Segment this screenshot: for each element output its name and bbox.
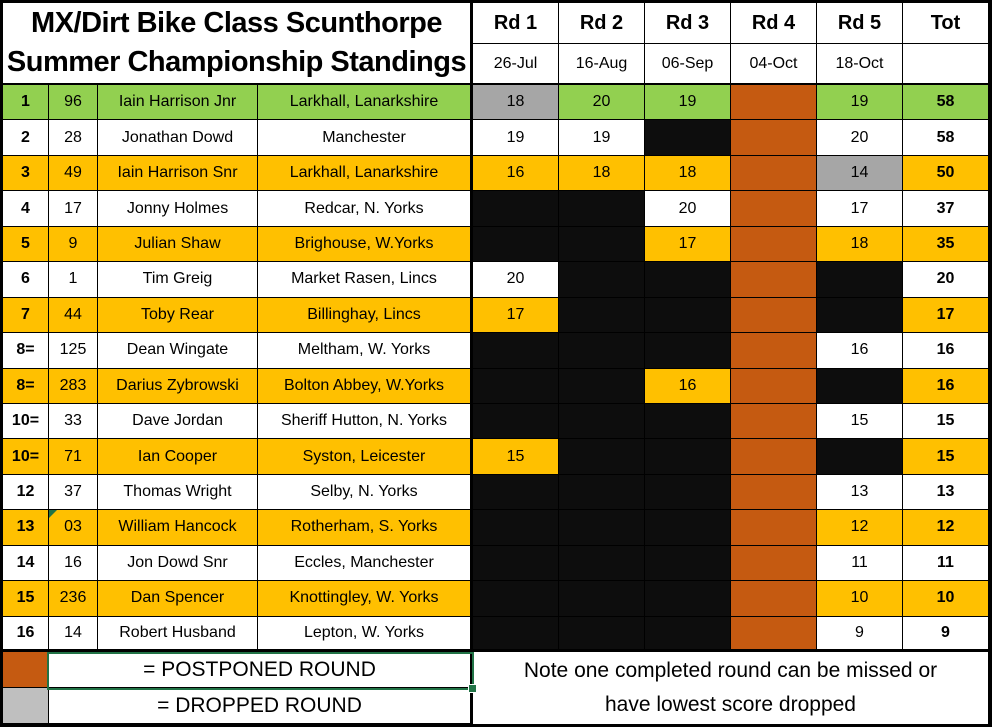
score-cell-rd1[interactable] — [473, 581, 559, 616]
total-cell[interactable]: 16 — [903, 333, 989, 368]
score-cell-rd3[interactable] — [645, 404, 731, 439]
rider-number-cell[interactable]: 03 — [49, 510, 98, 545]
date-tot[interactable] — [903, 44, 989, 85]
score-cell-rd2[interactable] — [559, 262, 645, 297]
note-text[interactable] — [473, 652, 989, 724]
score-cell-rd3[interactable] — [645, 581, 731, 616]
score-cell-rd2[interactable] — [559, 298, 645, 333]
rank-cell[interactable]: 3 — [3, 156, 49, 191]
score-cell-rd4[interactable] — [731, 333, 817, 368]
rider-location-cell[interactable]: Knottingley, W. Yorks — [258, 581, 473, 616]
rider-location-cell[interactable]: Manchester — [258, 120, 473, 155]
score-cell-rd3[interactable] — [645, 546, 731, 581]
rank-cell[interactable]: 10= — [3, 404, 49, 439]
rank-cell[interactable]: 16 — [3, 617, 49, 652]
score-cell-rd5[interactable]: 11 — [817, 546, 903, 581]
rider-name-cell[interactable]: Tim Greig — [98, 262, 258, 297]
rider-name-cell[interactable]: Iain Harrison Jnr — [98, 85, 258, 120]
score-cell-rd2[interactable] — [559, 191, 645, 226]
rider-location-cell[interactable]: Billinghay, Lincs — [258, 298, 473, 333]
score-cell-rd3[interactable]: 18 — [645, 156, 731, 191]
score-cell-rd4[interactable] — [731, 262, 817, 297]
dropped-legend-label[interactable]: = DROPPED ROUND — [49, 688, 473, 724]
rank-cell[interactable]: 10= — [3, 439, 49, 474]
score-cell-rd5[interactable] — [817, 439, 903, 474]
score-cell-rd2[interactable] — [559, 439, 645, 474]
col-header-rd4[interactable]: Rd 4 — [731, 3, 817, 44]
score-cell-rd2[interactable] — [559, 369, 645, 404]
total-cell[interactable]: 35 — [903, 227, 989, 262]
score-cell-rd5[interactable]: 20 — [817, 120, 903, 155]
score-cell-rd4[interactable] — [731, 546, 817, 581]
score-cell-rd5[interactable]: 14 — [817, 156, 903, 191]
rider-name-cell[interactable]: Jonny Holmes — [98, 191, 258, 226]
rank-cell[interactable]: 4 — [3, 191, 49, 226]
rank-cell[interactable]: 6 — [3, 262, 49, 297]
score-cell-rd1[interactable] — [473, 510, 559, 545]
date-rd1[interactable]: 26-Jul — [473, 44, 559, 85]
rider-name-cell[interactable]: Thomas Wright — [98, 475, 258, 510]
rider-number-cell[interactable]: 71 — [49, 439, 98, 474]
note-line2: have lowest score dropped — [605, 693, 856, 716]
score-cell-rd4[interactable] — [731, 617, 817, 652]
score-cell-rd3[interactable]: 19 — [645, 85, 731, 120]
rider-location-cell[interactable]: Market Rasen, Lincs — [258, 262, 473, 297]
score-cell-rd4[interactable] — [731, 510, 817, 545]
score-cell-rd1[interactable]: 18 — [473, 85, 559, 120]
rider-location-cell[interactable]: Meltham, W. Yorks — [258, 333, 473, 368]
rider-location-cell[interactable]: Larkhall, Lanarkshire — [258, 156, 473, 191]
rank-cell[interactable]: 2 — [3, 120, 49, 155]
score-cell-rd1[interactable] — [473, 369, 559, 404]
score-cell-rd3[interactable]: 16 — [645, 369, 731, 404]
score-cell-rd3[interactable] — [645, 333, 731, 368]
score-cell-rd2[interactable] — [559, 581, 645, 616]
score-cell-rd5[interactable]: 9 — [817, 617, 903, 652]
score-cell-rd3[interactable] — [645, 475, 731, 510]
score-cell-rd4[interactable] — [731, 191, 817, 226]
col-header-rd5[interactable]: Rd 5 — [817, 3, 903, 44]
rider-name-cell[interactable]: Julian Shaw — [98, 227, 258, 262]
rider-location-cell[interactable]: Larkhall, Lanarkshire — [258, 85, 473, 120]
score-cell-rd1[interactable] — [473, 191, 559, 226]
fill-handle[interactable] — [468, 684, 477, 693]
rider-name-cell[interactable]: Ian Cooper — [98, 439, 258, 474]
total-cell[interactable]: 15 — [903, 439, 989, 474]
score-cell-rd3[interactable]: 20 — [645, 191, 731, 226]
score-cell-rd5[interactable] — [817, 369, 903, 404]
rank-cell[interactable]: 5 — [3, 227, 49, 262]
score-cell-rd4[interactable] — [731, 298, 817, 333]
score-cell-rd5[interactable]: 18 — [817, 227, 903, 262]
col-header-tot[interactable]: Tot — [903, 3, 989, 44]
rider-location-cell[interactable]: Sheriff Hutton, N. Yorks — [258, 404, 473, 439]
score-cell-rd1[interactable]: 17 — [473, 298, 559, 333]
score-cell-rd1[interactable]: 15 — [473, 439, 559, 474]
score-cell-rd4[interactable] — [731, 439, 817, 474]
rider-number-cell[interactable]: 33 — [49, 404, 98, 439]
rider-location-cell[interactable]: Selby, N. Yorks — [258, 475, 473, 510]
score-cell-rd4[interactable] — [731, 404, 817, 439]
score-cell-rd2[interactable]: 18 — [559, 156, 645, 191]
score-cell-rd1[interactable] — [473, 404, 559, 439]
date-rd2[interactable]: 16-Aug — [559, 44, 645, 85]
rank-cell[interactable]: 7 — [3, 298, 49, 333]
score-cell-rd1[interactable]: 16 — [473, 156, 559, 191]
score-cell-rd5[interactable]: 13 — [817, 475, 903, 510]
rank-cell[interactable]: 8= — [3, 369, 49, 404]
score-cell-rd4[interactable] — [731, 156, 817, 191]
score-cell-rd1[interactable] — [473, 546, 559, 581]
rider-number-cell[interactable]: 236 — [49, 581, 98, 616]
score-cell-rd2[interactable] — [559, 475, 645, 510]
score-cell-rd3[interactable] — [645, 298, 731, 333]
rider-location-cell[interactable]: Brighouse, W.Yorks — [258, 227, 473, 262]
rank-cell[interactable]: 13 — [3, 510, 49, 545]
rider-number-cell[interactable]: 17 — [49, 191, 98, 226]
rank-cell[interactable]: 1 — [3, 85, 49, 120]
rider-name-cell[interactable]: Dean Wingate — [98, 333, 258, 368]
total-cell[interactable]: 15 — [903, 404, 989, 439]
cell-selection-border — [47, 652, 474, 690]
score-cell-rd4[interactable] — [731, 120, 817, 155]
score-cell-rd2[interactable] — [559, 404, 645, 439]
score-cell-rd1[interactable] — [473, 333, 559, 368]
col-header-rd2[interactable]: Rd 2 — [559, 3, 645, 44]
score-cell-rd5[interactable]: 10 — [817, 581, 903, 616]
rider-number-cell[interactable]: 16 — [49, 546, 98, 581]
score-cell-rd5[interactable]: 19 — [817, 85, 903, 120]
rider-location-cell[interactable]: Lepton, W. Yorks — [258, 617, 473, 652]
score-cell-rd4[interactable] — [731, 475, 817, 510]
rider-name-cell[interactable]: William Hancock — [98, 510, 258, 545]
rider-location-cell[interactable]: Syston, Leicester — [258, 439, 473, 474]
score-cell-rd1[interactable] — [473, 475, 559, 510]
score-cell-rd3[interactable] — [645, 120, 731, 155]
dropped-color-swatch[interactable] — [3, 688, 49, 724]
total-cell[interactable]: 9 — [903, 617, 989, 652]
rider-number-cell[interactable]: 49 — [49, 156, 98, 191]
score-cell-rd4[interactable] — [731, 581, 817, 616]
rider-number-cell[interactable]: 37 — [49, 475, 98, 510]
rider-number-cell[interactable]: 1 — [49, 262, 98, 297]
score-cell-rd5[interactable] — [817, 298, 903, 333]
total-cell[interactable]: 11 — [903, 546, 989, 581]
date-rd4[interactable]: 04-Oct — [731, 44, 817, 85]
score-cell-rd3[interactable] — [645, 510, 731, 545]
score-cell-rd5[interactable] — [817, 262, 903, 297]
rider-name-cell[interactable]: Dave Jordan — [98, 404, 258, 439]
rider-name-cell[interactable]: Dan Spencer — [98, 581, 258, 616]
postponed-color-swatch[interactable] — [3, 652, 49, 688]
score-cell-rd2[interactable]: 19 — [559, 120, 645, 155]
date-rd5[interactable]: 18-Oct — [817, 44, 903, 85]
total-cell[interactable]: 58 — [903, 85, 989, 120]
postponed-legend-label[interactable]: = POSTPONED ROUND — [49, 652, 473, 688]
score-cell-rd5[interactable]: 16 — [817, 333, 903, 368]
score-cell-rd4[interactable] — [731, 369, 817, 404]
score-cell-rd1[interactable]: 19 — [473, 120, 559, 155]
page-title-line1: MX/Dirt Bike Class Scunthorpe — [31, 7, 442, 39]
score-cell-rd4[interactable] — [731, 85, 817, 120]
score-cell-rd1[interactable] — [473, 227, 559, 262]
total-cell[interactable]: 13 — [903, 475, 989, 510]
score-cell-rd5[interactable]: 12 — [817, 510, 903, 545]
score-cell-rd1[interactable]: 20 — [473, 262, 559, 297]
score-cell-rd5[interactable]: 15 — [817, 404, 903, 439]
page-title-line2: Summer Championship Standings — [6, 46, 467, 78]
total-cell[interactable]: 20 — [903, 262, 989, 297]
rider-location-cell[interactable]: Eccles, Manchester — [258, 546, 473, 581]
rider-number-cell[interactable]: 96 — [49, 85, 98, 120]
rider-location-cell[interactable]: Rotherham, S. Yorks — [258, 510, 473, 545]
rider-number-cell[interactable]: 283 — [49, 369, 98, 404]
score-cell-rd3[interactable] — [645, 262, 731, 297]
rank-cell[interactable]: 14 — [3, 546, 49, 581]
score-cell-rd2[interactable] — [559, 617, 645, 652]
total-cell[interactable]: 17 — [903, 298, 989, 333]
score-cell-rd3[interactable] — [645, 617, 731, 652]
date-rd3[interactable]: 06-Sep — [645, 44, 731, 85]
rider-name-cell[interactable]: Toby Rear — [98, 298, 258, 333]
rank-cell[interactable]: 8= — [3, 333, 49, 368]
note-line1: Note one completed round can be missed or — [523, 659, 938, 682]
total-cell[interactable]: 50 — [903, 156, 989, 191]
rider-number-cell[interactable]: 44 — [49, 298, 98, 333]
rider-name-cell[interactable]: Darius Zybrowski — [98, 369, 258, 404]
rider-name-cell[interactable]: Robert Husband — [98, 617, 258, 652]
rider-name-cell[interactable]: Jonathan Dowd — [98, 120, 258, 155]
col-header-rd1[interactable]: Rd 1 — [473, 3, 559, 44]
col-header-rd3[interactable]: Rd 3 — [645, 3, 731, 44]
score-cell-rd2[interactable] — [559, 333, 645, 368]
rider-number-cell[interactable]: 125 — [49, 333, 98, 368]
score-cell-rd5[interactable]: 17 — [817, 191, 903, 226]
total-cell[interactable]: 58 — [903, 120, 989, 155]
rider-number-cell[interactable]: 9 — [49, 227, 98, 262]
rider-name-cell[interactable]: Jon Dowd Snr — [98, 546, 258, 581]
total-cell[interactable]: 12 — [903, 510, 989, 545]
score-cell-rd2[interactable] — [559, 227, 645, 262]
score-cell-rd2[interactable] — [559, 546, 645, 581]
score-cell-rd2[interactable] — [559, 510, 645, 545]
rank-cell[interactable]: 12 — [3, 475, 49, 510]
total-cell[interactable]: 37 — [903, 191, 989, 226]
rider-location-cell[interactable]: Bolton Abbey, W.Yorks — [258, 369, 473, 404]
total-cell[interactable]: 10 — [903, 581, 989, 616]
rider-number-cell[interactable]: 28 — [49, 120, 98, 155]
rider-name-cell[interactable]: Iain Harrison Snr — [98, 156, 258, 191]
rider-number-cell[interactable]: 14 — [49, 617, 98, 652]
rider-location-cell[interactable]: Redcar, N. Yorks — [258, 191, 473, 226]
rank-cell[interactable]: 15 — [3, 581, 49, 616]
score-cell-rd4[interactable] — [731, 227, 817, 262]
page-title[interactable] — [3, 3, 473, 85]
score-cell-rd3[interactable] — [645, 439, 731, 474]
score-cell-rd2[interactable]: 20 — [559, 85, 645, 120]
total-cell[interactable]: 16 — [903, 369, 989, 404]
score-cell-rd3[interactable]: 17 — [645, 227, 731, 262]
score-cell-rd1[interactable] — [473, 617, 559, 652]
